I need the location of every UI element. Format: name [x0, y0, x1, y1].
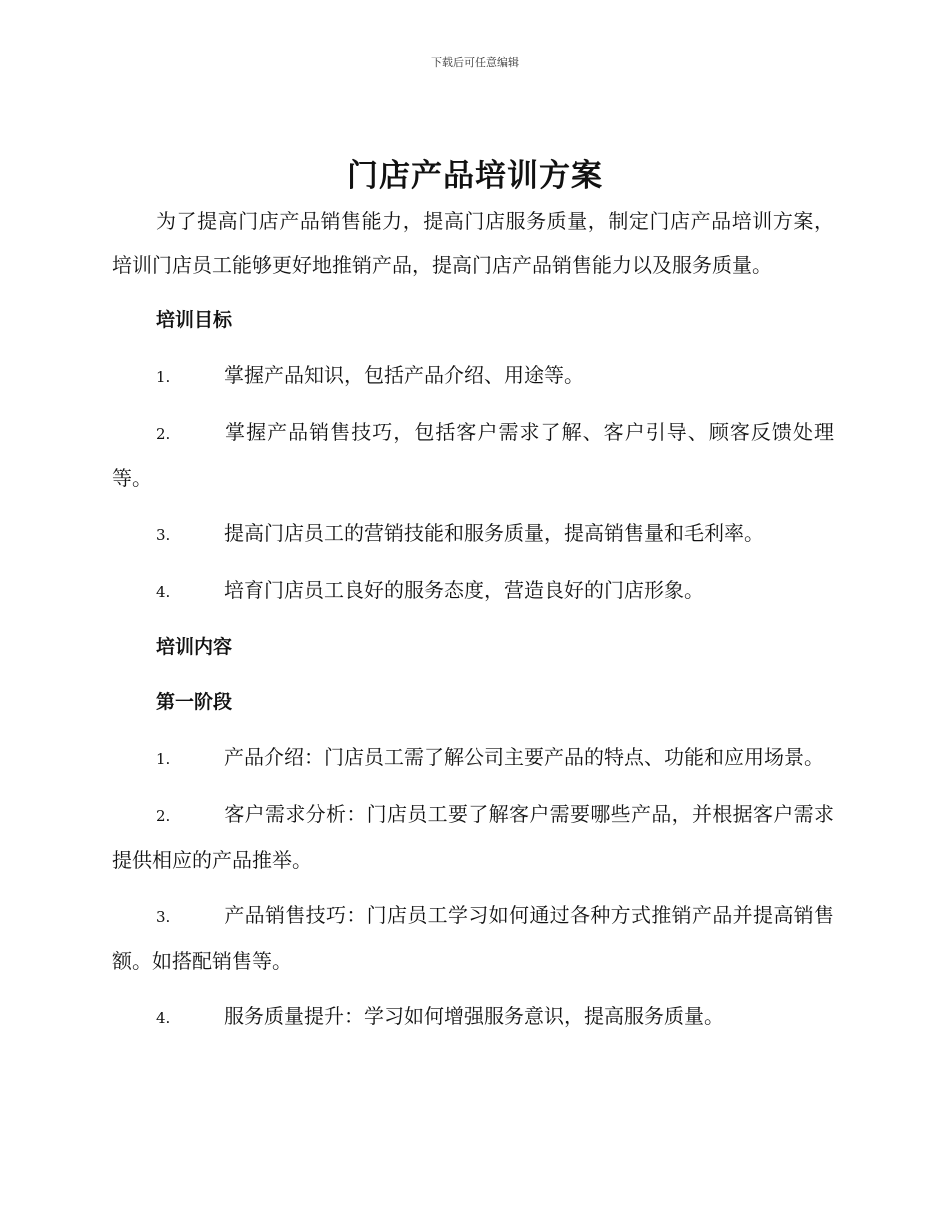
list-number: 1. — [156, 368, 171, 386]
section-heading-content: 培训内容 — [156, 636, 233, 658]
list-number: 2. — [156, 807, 171, 825]
list-number: 1. — [156, 750, 171, 768]
document-body — [112, 199, 834, 1051]
list-number: 2. — [156, 425, 171, 443]
list-item — [112, 353, 834, 399]
list-text: 掌握产品知识，包括产品介绍、用途等。 — [224, 363, 584, 387]
list-text: 培育门店员工良好的服务态度，营造良好的门店形象。 — [224, 578, 704, 602]
list-number: 4. — [156, 1009, 171, 1027]
list-item — [112, 792, 834, 882]
section-heading-goals: 培训目标 — [156, 309, 233, 331]
list-item — [112, 511, 834, 557]
list-item — [112, 893, 834, 983]
stage-heading: 第一阶段 — [156, 691, 233, 713]
list-number: 4. — [156, 583, 171, 601]
intro-paragraph: 为了提高门店产品销售能力，提高门店服务质量，制定门店产品培训方案，培训门店员工能够更好地推销产品，提高门店产品销售能力以及服务质量。 — [112, 209, 834, 277]
list-text: 掌握产品销售技巧，包括客户需求了解、客户引导、顾客反馈处理等。 — [112, 420, 834, 490]
list-item — [112, 994, 834, 1040]
list-text: 产品介绍：门店员工需了解公司主要产品的特点、功能和应用场景。 — [224, 745, 824, 769]
document-title: 门店产品培训方案 — [347, 158, 603, 194]
list-text: 提高门店员工的营销技能和服务质量，提高销售量和毛利率。 — [224, 521, 764, 545]
list-text: 服务质量提升：学习如何增强服务意识，提高服务质量。 — [224, 1004, 724, 1028]
running-header: 下载后可任意编辑 — [431, 56, 519, 69]
list-number: 3. — [156, 908, 171, 926]
list-item — [112, 735, 834, 781]
list-item — [112, 568, 834, 614]
list-number: 3. — [156, 526, 171, 544]
list-text: 客户需求分析：门店员工要了解客户需要哪些产品，并根据客户需求提供相应的产品推举。 — [112, 802, 834, 872]
list-item — [112, 410, 834, 500]
list-text: 产品销售技巧：门店员工学习如何通过各种方式推销产品并提高销售额。如搭配销售等。 — [112, 903, 834, 973]
